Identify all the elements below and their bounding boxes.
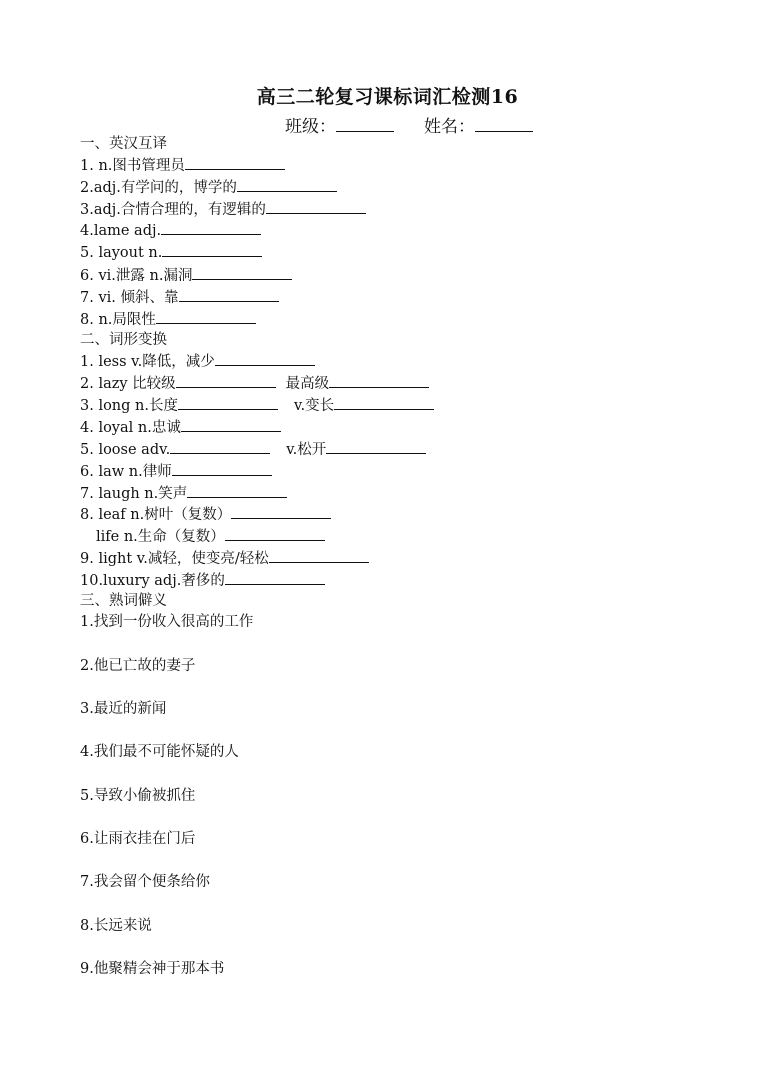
- section1-item: [80, 242, 262, 262]
- answer-blank[interactable]: [334, 395, 434, 410]
- answer-blank[interactable]: [269, 548, 369, 563]
- section2-item: [80, 482, 287, 502]
- section3-item: 9.他聚精会神于那本书: [80, 961, 225, 977]
- section2-item: [80, 372, 429, 392]
- answer-blank[interactable]: [170, 439, 270, 454]
- answer-blank[interactable]: [178, 395, 278, 410]
- item-text: 10.luxury adj.奢侈的: [80, 573, 225, 589]
- section3-item: 5.导致小偷被抓住: [80, 788, 196, 804]
- class-blank[interactable]: [336, 117, 394, 132]
- item-text-second: 最高级: [285, 376, 330, 392]
- item-text: 2. lazy 比较级: [80, 376, 176, 392]
- answer-blank[interactable]: [181, 417, 281, 432]
- student-info-line: [285, 112, 533, 137]
- item-text: 1. less v.降低，减少: [80, 354, 215, 370]
- item-text: 7. laugh n.笑声: [80, 486, 188, 502]
- section3-item: 8.长远来说: [80, 918, 152, 934]
- class-label: 班级：: [285, 117, 336, 137]
- section2-item: [80, 547, 369, 567]
- section2-item: [80, 460, 272, 480]
- section1-item: [80, 220, 261, 240]
- answer-blank[interactable]: [225, 526, 325, 541]
- section3-item: 7.我会留个便条给你: [80, 874, 210, 890]
- section1-item: [80, 198, 366, 218]
- answer-blank[interactable]: [192, 265, 292, 280]
- section2-item: [80, 350, 315, 370]
- section3-item: 6.让雨衣挂在门后: [80, 831, 196, 847]
- section3-item: 2.他已亡故的妻子: [80, 658, 196, 674]
- item-text: 7. vi. 倾斜、靠: [80, 290, 179, 306]
- item-text: 4. loyal n.忠诚: [80, 420, 181, 436]
- section3-item: 1.找到一份收入很高的工作: [80, 614, 254, 630]
- section3-item: 3.最近的新闻: [80, 701, 167, 717]
- name-blank[interactable]: [475, 117, 533, 132]
- item-text: life n.生命（复数）: [96, 529, 225, 545]
- section3-item: 4.我们最不可能怀疑的人: [80, 744, 239, 760]
- section2-item: [80, 416, 281, 436]
- item-text-second: v.变长: [294, 398, 335, 414]
- answer-blank[interactable]: [326, 439, 426, 454]
- answer-blank[interactable]: [176, 373, 276, 388]
- item-text: 6. law n.律师: [80, 464, 172, 480]
- item-text: 1. n.图书管理员: [80, 158, 185, 174]
- item-text: 3. long n.长度: [80, 398, 178, 414]
- item-text-second: v.松开: [286, 442, 327, 458]
- answer-blank[interactable]: [162, 242, 262, 257]
- section1-heading: 一、英汉互译: [80, 136, 167, 152]
- answer-blank[interactable]: [231, 504, 331, 519]
- section1-item: [80, 286, 279, 306]
- answer-blank[interactable]: [225, 570, 325, 585]
- item-text: 8. leaf n.树叶（复数）: [80, 507, 232, 523]
- item-text: 8. n.局限性: [80, 312, 156, 328]
- item-text: 4.lame adj.: [80, 223, 162, 239]
- section1-item: [80, 176, 337, 196]
- answer-blank[interactable]: [187, 483, 287, 498]
- answer-blank[interactable]: [156, 309, 256, 324]
- section1-item: [80, 308, 256, 328]
- answer-blank[interactable]: [329, 373, 429, 388]
- section2-item: [80, 503, 331, 523]
- name-label: 姓名：: [424, 117, 475, 137]
- section3-heading: 三、熟词僻义: [80, 593, 167, 609]
- answer-blank[interactable]: [237, 177, 337, 192]
- section2-heading: 二、词形变换: [80, 332, 167, 348]
- section2-item: [96, 525, 325, 545]
- section2-item: [80, 394, 434, 414]
- item-text: 2.adj.有学问的，博学的: [80, 180, 237, 196]
- answer-blank[interactable]: [179, 287, 279, 302]
- answer-blank[interactable]: [266, 199, 366, 214]
- item-text: 5. loose adv.: [80, 442, 171, 458]
- item-text: 9. light v.减轻，使变亮/轻松: [80, 551, 269, 567]
- answer-blank[interactable]: [185, 155, 285, 170]
- section1-item: [80, 264, 292, 284]
- item-text: 5. layout n.: [80, 245, 163, 261]
- answer-blank[interactable]: [172, 461, 272, 476]
- answer-blank[interactable]: [215, 351, 315, 366]
- answer-blank[interactable]: [161, 220, 261, 235]
- section1-item: [80, 154, 285, 174]
- page-title: 高三二轮复习课标词汇检测16: [256, 86, 519, 108]
- section2-item: [80, 569, 325, 589]
- item-text: 3.adj.合情合理的，有逻辑的: [80, 202, 266, 218]
- item-text: 6. vi.泄露 n.漏洞: [80, 268, 193, 284]
- section2-item: [80, 438, 426, 458]
